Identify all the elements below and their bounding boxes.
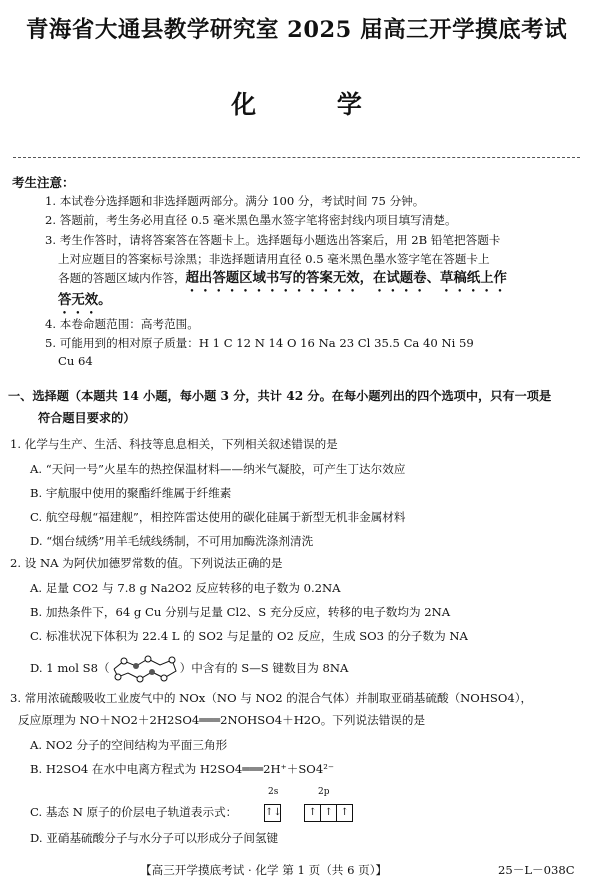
q2-option-d bbox=[30, 655, 348, 683]
notice-item-3-line-3 bbox=[58, 269, 507, 295]
q3-stem-line-2: 反应原理为 NO＋NO2＋2H2SO4═══2NOHSO4＋H2O。下列说法错误的是 bbox=[18, 713, 426, 727]
q1-option-a: A. “天问一号”火星车的热控保温材料——纳米气凝胶，可产生丁达尔效应 bbox=[30, 462, 406, 476]
orbital-2p-box: ↑ bbox=[336, 804, 353, 822]
notice-item-3-line-2: 上对应题目的答案标号涂黑；非选择题请用直径 0.5 毫米黑色墨水签字笔在答题卡上 bbox=[58, 252, 490, 266]
notice-item-5-line-1: 5. 可能用到的相对原子质量：H 1 C 12 N 14 O 16 Na 23 Cl 35.5 Ca 40 Ni 59 bbox=[45, 336, 474, 350]
orbital-diagram bbox=[264, 802, 352, 822]
section-1-heading-cont: 符合题目要求的） bbox=[38, 411, 136, 425]
q1-option-c: C. 航空母舰“福建舰”，相控阵雷达使用的碳化硅属于新型无机非金属材料 bbox=[30, 510, 406, 524]
q2-option-d-suffix: ）中含有的 S—S 键数目为 8NA bbox=[179, 661, 349, 675]
q1-stem: 1. 化学与生产、生活、科技等息息相关，下列相关叙述错误的是 bbox=[10, 437, 338, 451]
q2-option-b: B. 加热条件下，64 g Cu 分别与足量 Cl2、S 充分反应，转移的电子数均为 2NA bbox=[30, 605, 451, 619]
s8-ring-structure bbox=[110, 655, 180, 683]
orbital-2p-box: ↑ bbox=[320, 804, 337, 822]
page-footer: 【高三开学摸底考试 · 化学 第 1 页（共 6 页）】 bbox=[140, 863, 388, 877]
q3-option-c-text: C. 基态 N 原子的价层电子轨道表示式： bbox=[30, 805, 238, 819]
notice-item-1: 1. 本试卷分选择题和非选择题两部分。满分 100 分，考试时间 75 分钟。 bbox=[45, 194, 425, 208]
notice-heading: 考生注意： bbox=[12, 175, 75, 190]
dashed-divider bbox=[13, 157, 580, 158]
section-1-heading: 一、选择题（本题共 14 小题，每小题 3 分，共计 42 分。在每小题列出的四个选项中，只有一项是 bbox=[8, 389, 552, 403]
notice-item-3-line-4: 答无效。 bbox=[58, 292, 112, 308]
orbital-label-2s: 2s bbox=[268, 787, 279, 797]
orbital-2p-box: ↑ bbox=[304, 804, 321, 822]
q3-option-b: B. H2SO4 在水中电离方程式为 H2SO4═══2H⁺＋SO4²⁻ bbox=[30, 762, 334, 776]
notice-item-4: 4. 本卷命题范围：高考范围。 bbox=[45, 317, 199, 331]
q1-option-d: D. “烟台绒绣”用羊毛绒线绣制，不可用加酶洗涤剂清洗 bbox=[30, 534, 314, 548]
q3-option-c bbox=[30, 804, 237, 820]
notice-item-3-emphasis: 超出答题区域书写的答案无效，在试题卷、草稿纸上作 bbox=[185, 270, 507, 286]
q1-option-b: B. 宇航服中使用的聚酯纤维属于纤维素 bbox=[30, 486, 232, 500]
subject-title: 化 学 bbox=[231, 90, 398, 119]
q3-option-d: D. 亚硝基硫酸分子与水分子可以形成分子间氢键 bbox=[30, 831, 279, 845]
q2-option-d-prefix: D. 1 mol S8（ bbox=[30, 661, 110, 675]
paper-code: 25－L－038C bbox=[498, 863, 575, 877]
notice-item-3-text: 各题的答题区域内作答， bbox=[58, 271, 186, 285]
q2-stem: 2. 设 NA 为阿伏加德罗常数的值。下列说法正确的是 bbox=[10, 556, 283, 570]
q2-option-c: C. 标准状况下体积为 22.4 L 的 SO2 与足量的 O2 反应，生成 SO3 的分子数为 NA bbox=[30, 629, 468, 643]
orbital-2s-box: ↑↓ bbox=[264, 804, 281, 822]
notice-item-5-line-2: Cu 64 bbox=[58, 354, 93, 368]
orbital-label-2p: 2p bbox=[318, 787, 330, 797]
q3-stem-line-1: 3. 常用浓硫酸吸收工业废气中的 NOx（NO 与 NO2 的混合气体）并制取亚硝基硫酸（NOHSO4）， bbox=[10, 691, 533, 705]
notice-item-3-line-1: 3. 考生作答时，请将答案答在答题卡上。选择题每小题选出答案后，用 2B 铅笔把答题卡 bbox=[45, 233, 501, 247]
q3-option-a: A. NO2 分子的空间结构为平面三角形 bbox=[30, 738, 228, 752]
q2-option-a: A. 足量 CO2 与 7.8 g Na2O2 反应转移的电子数为 0.2NA bbox=[30, 581, 341, 595]
exam-title: 青海省大通县教学研究室 2025 届高三开学摸底考试 bbox=[25, 17, 568, 43]
notice-item-2: 2. 答题前，考生务必用直径 0.5 毫米黑色墨水签字笔将密封线内项目填写清楚。 bbox=[45, 213, 457, 227]
